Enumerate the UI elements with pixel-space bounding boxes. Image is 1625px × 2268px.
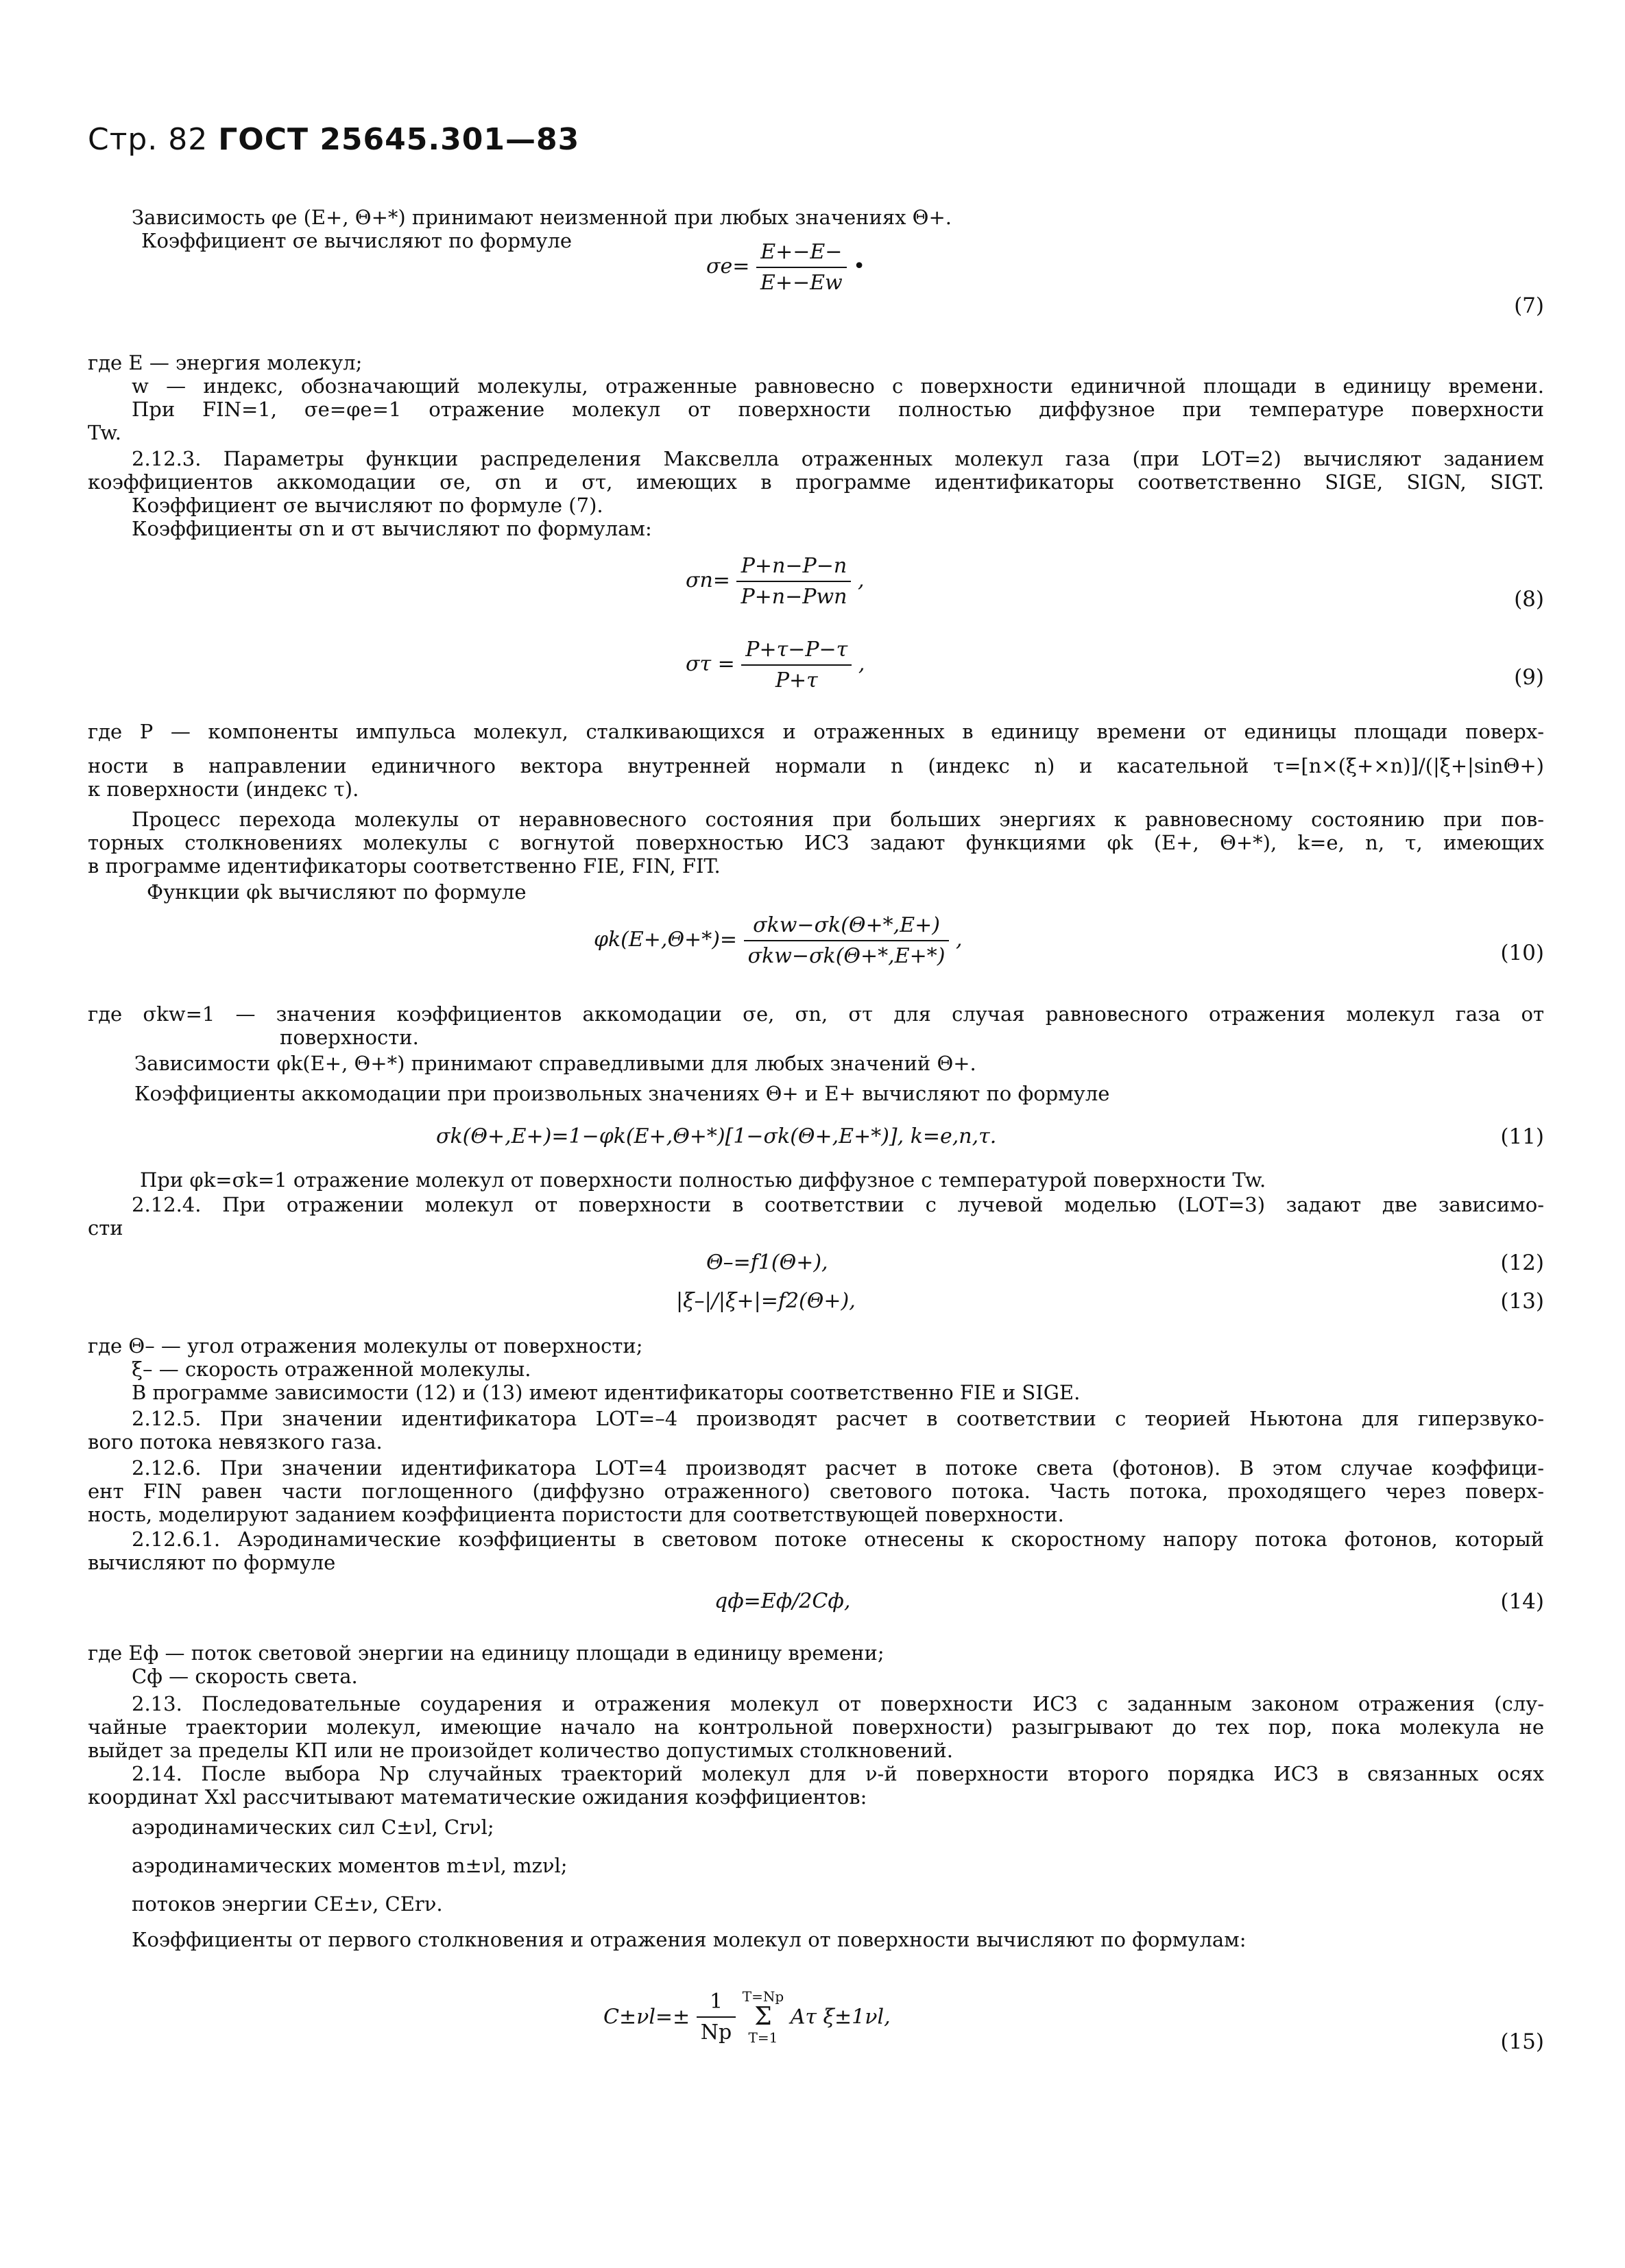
paragraph-line: Коэффициенты σn и στ вычисляют по формулам: [132, 517, 652, 540]
paragraph-line: к поверхности (индекс τ). [88, 777, 359, 801]
paragraph-line: Коэффициенты аккомодации при произвольных значениях Θ+ и E+ вычисляют по формуле [134, 1082, 1110, 1105]
paragraph-line: 2.14. После выбора Np случайных траекторий молекул для ν-й поверхности второго порядка ИСЗ в связанных осях [132, 1762, 1544, 1785]
equation-number: (15) [1500, 2029, 1544, 2054]
paragraph-line: 2.12.6. При значении идентификатора LOT=4 производят расчет в потоке света (фотонов). В этом случае коэффици- [132, 1456, 1544, 1480]
paragraph-line: где Eф — поток световой энергии на единицу площади в единицу времени; [88, 1641, 884, 1665]
paragraph-line: 2.12.5. При значении идентификатора LOT=–4 производят расчет в соответствии с теорией Ньютона для гиперзвуко- [132, 1407, 1544, 1430]
paragraph-line: ξ– — скорость отраженной молекулы. [132, 1358, 531, 1381]
equation-number: (9) [1514, 665, 1544, 690]
paragraph-line: чайные траектории молекул, имеющие начало на контрольной поверхности) разыгрывают до тех пор, пока молекула не [88, 1715, 1544, 1739]
paragraph-line: Функции φk вычисляют по формуле [147, 880, 527, 904]
equation-12: Θ–=f1(Θ+), [706, 1251, 828, 1275]
paragraph-line: торных столкновениях молекулы с вогнутой поверхностью ИСЗ задают функциями φk (E+, Θ+*), k=e, n, τ, имеющих [88, 831, 1544, 854]
paragraph-line: Cф — скорость света. [132, 1665, 358, 1688]
paragraph-line: 2.12.4. При отражении молекул от поверхности в соответствии с лучевой моделью (LOT=3) задают две зависимо- [132, 1193, 1544, 1216]
paragraph-line: координат Xxl рассчитывают математические ожидания коэффициентов: [88, 1785, 867, 1809]
paragraph-line: 2.12.6.1. Аэродинамические коэффициенты в световом потоке отнесены к скоростному напору потока фотонов, который [132, 1528, 1544, 1551]
paragraph-line: В программе зависимости (12) и (13) имеют идентификаторы соответственно FIE и SIGE. [132, 1381, 1081, 1404]
paragraph-line: где σkw=1 — значения коэффициентов аккомодации σe, σn, στ для случая равновесного отражения молекул газа от [88, 1002, 1544, 1026]
equation-number: (14) [1500, 1589, 1544, 1614]
standard-id: ГОСТ 25645.301—83 [218, 122, 580, 157]
equation-7: σe= $\frac{E+-E-}{E+-Ew}$ • [706, 240, 865, 295]
equation-number: (7) [1514, 293, 1544, 318]
paragraph-line: ность, моделируют заданием коэффициента пористости для соответствующей поверхности. [88, 1503, 1064, 1526]
paragraph-line: коэффициентов аккомодации σe, σn и στ, имеющих в программе идентификаторы соответственно SIGE, SIGN, SIGT. [88, 470, 1544, 494]
equation-13: |ξ–|/|ξ+|=f2(Θ+), [676, 1289, 856, 1313]
equation-11: σk(Θ+,E+)=1−φk(E+,Θ+*)[1−σk(Θ+,E+*)], k=e,n,τ. [436, 1124, 997, 1148]
page-number: Стр. 82 [88, 122, 208, 157]
equation-15: C±νl=± $\frac{1}{Np}$ T=Np Σ T=1 Aτ ξ±1νl, [603, 1988, 891, 2046]
paragraph-line: ности в направлении единичного вектора внутренней нормали n (индекс n) и касательной τ=[n×(ξ+×n)]/(|ξ+|sinΘ+) [88, 754, 1544, 777]
paragraph-line: Зависимость φe (E+, Θ+*) принимают неизменной при любых значениях Θ+. [132, 206, 952, 229]
paragraph-line: При FIN=1, σe=φe=1 отражение молекул от поверхности полностью диффузное при температуре поверхности [132, 398, 1544, 421]
paragraph-line: где P — компоненты импульса молекул, сталкивающихся и отраженных в единицу времени от единицы площади поверх- [88, 720, 1544, 743]
paragraph-line: Tw. [88, 421, 121, 444]
paragraph-line: Процесс перехода молекулы от неравновесного состояния при больших энергиях к равновесному состоянию при пов- [132, 808, 1544, 831]
equation-number: (8) [1514, 587, 1544, 612]
paragraph-line: потоков энергии CE±ν, CErν. [132, 1892, 443, 1916]
paragraph-line: 2.13. Последовательные соударения и отражения молекул от поверхности ИСЗ с заданным законом отражения (слу- [132, 1692, 1544, 1715]
equation-9: στ = $\frac{P+\tau-P-\tau}{P+\tau}$ , [686, 638, 865, 692]
equation-number: (12) [1500, 1251, 1544, 1275]
paragraph-line: 2.12.3. Параметры функции распределения Максвелла отраженных молекул газа (при LOT=2) вычисляют заданием [132, 447, 1544, 470]
equation-number: (10) [1500, 941, 1544, 965]
paragraph-line: поверхности. [280, 1026, 419, 1049]
paragraph-line: Коэффициент σe вычисляют по формуле (7). [132, 494, 603, 517]
paragraph-line: где Θ– — угол отражения молекулы от поверхности; [88, 1334, 643, 1358]
equation-number: (11) [1500, 1124, 1544, 1149]
paragraph-line: w — индекс, обозначающий молекулы, отраженные равновесно с поверхности единичной площади в единицу времени. [132, 374, 1544, 398]
paragraph-line: где E — энергия молекул; [88, 351, 363, 374]
paragraph-line: Коэффициент σe вычисляют по формуле [141, 229, 573, 252]
paragraph-line: сти [88, 1216, 123, 1240]
equation-number: (13) [1500, 1289, 1544, 1314]
equation-14: qф=Eф/2Cф, [714, 1589, 851, 1613]
paragraph-line: При φk=σk=1 отражение молекул от поверхности полностью диффузное с температурой поверхности Tw. [140, 1168, 1266, 1192]
paragraph-line: вычисляют по формуле [88, 1551, 336, 1574]
paragraph-line: аэродинамических сил C±νl, Crνl; [132, 1815, 494, 1839]
paragraph-line: аэродинамических моментов m±νl, mzνl; [132, 1854, 568, 1877]
equation-10: φk(E+,Θ+*)= $\frac{\text{σkw−σk(Θ+*,E+)}}{\text{σkw−σk(Θ+*,E+*)}}$ , [594, 913, 963, 968]
paragraph-line: выйдет за пределы КП или не произойдет количество допустимых столкновений. [88, 1739, 953, 1762]
paragraph-line: в программе идентификаторы соответственно FIE, FIN, FIT. [88, 854, 721, 878]
paragraph-line: Коэффициенты от первого столкновения и отражения молекул от поверхности вычисляют по формулам: [132, 1928, 1247, 1951]
paragraph-line: ент FIN равен части поглощенного (диффузно отраженного) светового потока. Часть потока, проходящего через поверх- [88, 1480, 1544, 1503]
paragraph-line: вого потока невязкого газа. [88, 1430, 383, 1453]
paragraph-line: Зависимости φk(E+, Θ+*) принимают справедливыми для любых значений Θ+. [134, 1052, 976, 1075]
equation-8: σn= $\frac{P+n-P-n}{\text{P+n−Pwn}}$ , [686, 554, 865, 609]
page-header [88, 122, 579, 157]
